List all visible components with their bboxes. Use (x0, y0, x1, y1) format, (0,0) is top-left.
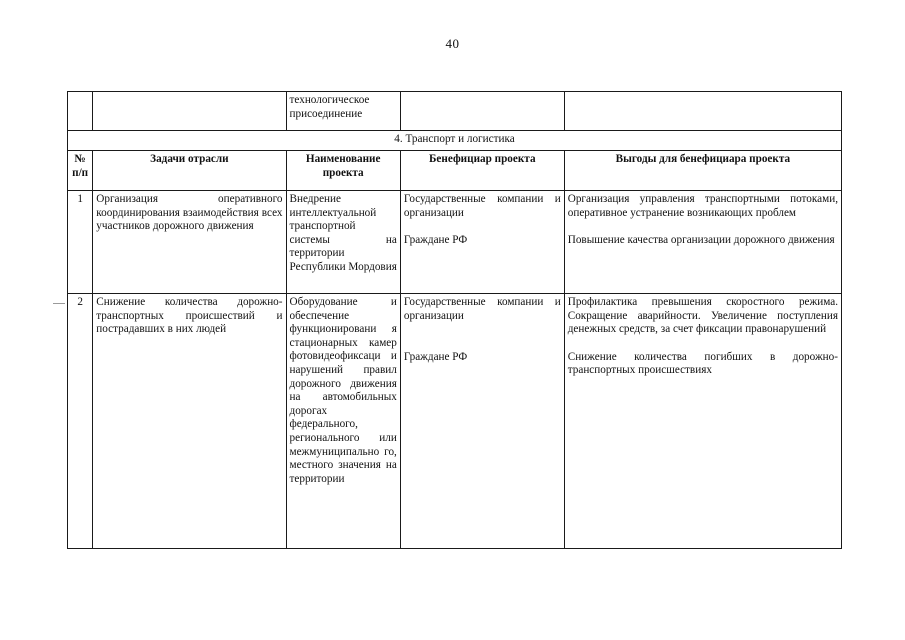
continuation-project-cell (286, 92, 400, 131)
header-num: № п/п (68, 151, 93, 191)
margin-mark (53, 303, 65, 304)
header-benefits: Выгоды для бенефициара проекта (564, 151, 841, 191)
benefit-secondary: Повышение качества организации дорожного движения (567, 234, 835, 247)
continuation-benefits-cell (564, 92, 841, 131)
header-project: Наименование проекта (286, 151, 400, 191)
continuation-project-text: технологическое присоединение (289, 94, 370, 120)
table-row (68, 191, 842, 294)
continuation-task-cell (93, 92, 286, 131)
projects-table (67, 91, 842, 549)
section-title: 4. Транспорт и логистика (68, 131, 842, 151)
beneficiary-primary: Государственные компании и организации (403, 296, 561, 322)
page-number: 40 (445, 36, 460, 51)
row-project: Внедрение интеллектуальной транспортной системы на территории Республики Мордовия (286, 191, 400, 294)
continuation-row (68, 92, 842, 131)
row-task: Снижение количества дорожно-транспортных происшествий и пострадавших в них людей (93, 294, 286, 549)
benefit-primary: Организация управления транспортными потоками, оперативное устранение возникающих проблем (567, 193, 838, 219)
row-project: Оборудование и обеспечение функционировани я стационарных камер фотовидеофиксаци и нарушений правил дорожного движения на автомобильных дорогах федерального, регионального или межмуниципально го, местного значения на территории (286, 294, 400, 549)
header-task: Задачи отрасли (93, 151, 286, 191)
header-beneficiary: Бенефициар проекта (400, 151, 564, 191)
row-benefits (564, 191, 841, 294)
row-benefits (564, 294, 841, 549)
section-row (68, 131, 842, 151)
continuation-num-cell (68, 92, 93, 131)
row-num: 1 (68, 191, 93, 294)
beneficiary-secondary: Граждане РФ (403, 234, 468, 247)
beneficiary-primary: Государственные компании и организации (403, 193, 561, 219)
continuation-beneficiary-cell (400, 92, 564, 131)
row-beneficiary (400, 191, 564, 294)
benefit-primary: Профилактика превышения скоростного режима. Сокращение аварийности. Увеличение поступления денежных средств, за счет фиксации правонарушений (567, 296, 838, 336)
beneficiary-secondary: Граждане РФ (403, 351, 468, 364)
header-row (68, 151, 842, 191)
table-row (68, 294, 842, 549)
row-beneficiary (400, 294, 564, 549)
row-task: Организация оперативного координирования взаимодействия всех участников дорожного движения (93, 191, 286, 294)
row-num: 2 (68, 294, 93, 549)
benefit-secondary: Снижение количества погибших в дорожно-транспортных происшествиях (567, 350, 838, 377)
